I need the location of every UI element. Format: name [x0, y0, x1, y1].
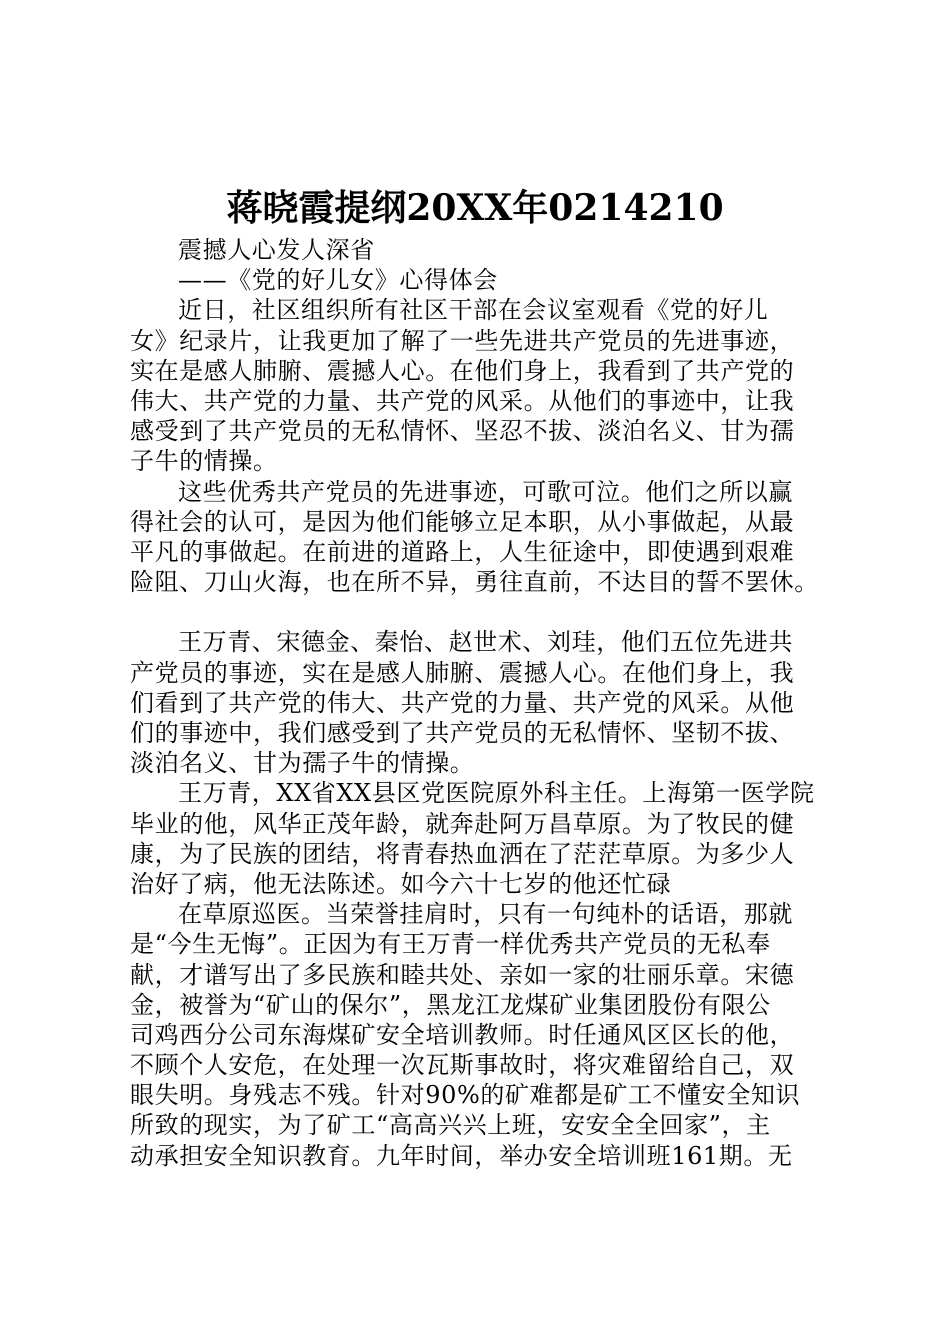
paragraph-line: 近日，社区组织所有社区干部在会议室观看《党的好儿: [178, 296, 769, 325]
paragraph-line: 感受到了共产党员的无私情怀、坚忍不拔、淡泊名义、甘为孺: [130, 417, 795, 446]
paragraph-line: 献，才谱写出了多民族和睦共处、亲如一家的壮丽乐章。宋德: [130, 960, 795, 989]
paragraph-line: 们的事迹中，我们感受到了共产党员的无私情怀、坚韧不拔、: [130, 719, 795, 747]
subtitle: 震撼人心发人深省: [178, 236, 375, 264]
paragraph-line: 动承担安全知识教育。九年时间，举办安全培训班161期。无: [130, 1141, 793, 1170]
blank-line: [130, 597, 830, 627]
paragraph-line: 王万青、宋德金、秦怡、赵世术、刘珪，他们五位先进共: [178, 628, 793, 657]
paragraph-line: 得社会的认可，是因为他们能够立足本职，从小事做起，从最: [130, 507, 795, 536]
paragraph-line: 王万青，XX省XX县区党医院原外科主任。上海第一医学院: [178, 779, 815, 808]
paragraph-line: 在草原巡医。当荣誉挂肩时，只有一句纯朴的话语，那就: [178, 900, 793, 929]
paragraph-line: 伟大、共产党的力量、共产党的风采。从他们的事迹中，让我: [130, 386, 795, 415]
paragraph-line: 女》纪录片，让我更加了解了一些先进共产党员的先进事迹，: [130, 326, 795, 355]
paragraph-line: 产党员的事迹，实在是感人肺腑、震撼人心。在他们身上，我: [130, 658, 795, 687]
paragraph-line: 子牛的情操。: [130, 447, 278, 476]
paragraph-line: 所致的现实，为了矿工“高高兴兴上班，安安全全回家”，主: [130, 1111, 771, 1140]
paragraph-line: 康，为了民族的团结，将青春热血洒在了茫茫草原。为多少人: [130, 839, 795, 868]
document-body: [130, 235, 830, 1171]
paragraph-line: 毕业的他，风华正茂年龄，就奔赴阿万昌草原。为了牧民的健: [130, 809, 795, 838]
paragraph-line: 淡泊名义、甘为孺子牛的情操。: [130, 749, 475, 778]
paragraph-line: 是“今生无悔”。正因为有王万青一样优秀共产党员的无私奉: [130, 930, 771, 959]
paragraph-line: 司鸡西分公司东海煤矿安全培训教师。时任通风区区长的他，: [130, 1020, 795, 1049]
paragraph-line: 眼失明。身残志不残。针对90%的矿难都是矿工不懂安全知识: [130, 1081, 801, 1110]
paragraph-line: 平凡的事做起。在前进的道路上，人生征途中，即使遇到艰难: [130, 537, 795, 566]
paragraph-line: 实在是感人肺腑、震撼人心。在他们身上，我看到了共产党的: [130, 356, 795, 385]
document-title: 蒋晓霞提纲20XX年0214210: [226, 187, 724, 229]
paragraph-line: 险阻、刀山火海，也在所不异，勇往直前，不达目的誓不罢休。: [130, 568, 819, 597]
paragraph-line: 这些优秀共产党员的先进事迹，可歌可泣。他们之所以赢: [178, 477, 793, 506]
paragraph-line: 金，被誉为“矿山的保尔”，黑龙江龙煤矿业集团股份有限公: [130, 990, 771, 1019]
paragraph-line: 治好了病，他无法陈述。如今六十七岁的他还忙碌: [130, 869, 672, 898]
paragraph-line: 不顾个人安危，在处理一次瓦斯事故时，将灾难留给自己，双: [130, 1051, 795, 1080]
subtitle-secondary: ——《党的好儿女》心得体会: [178, 266, 498, 295]
paragraph-line: 们看到了共产党的伟大、共产党的力量、共产党的风采。从他: [130, 688, 795, 717]
